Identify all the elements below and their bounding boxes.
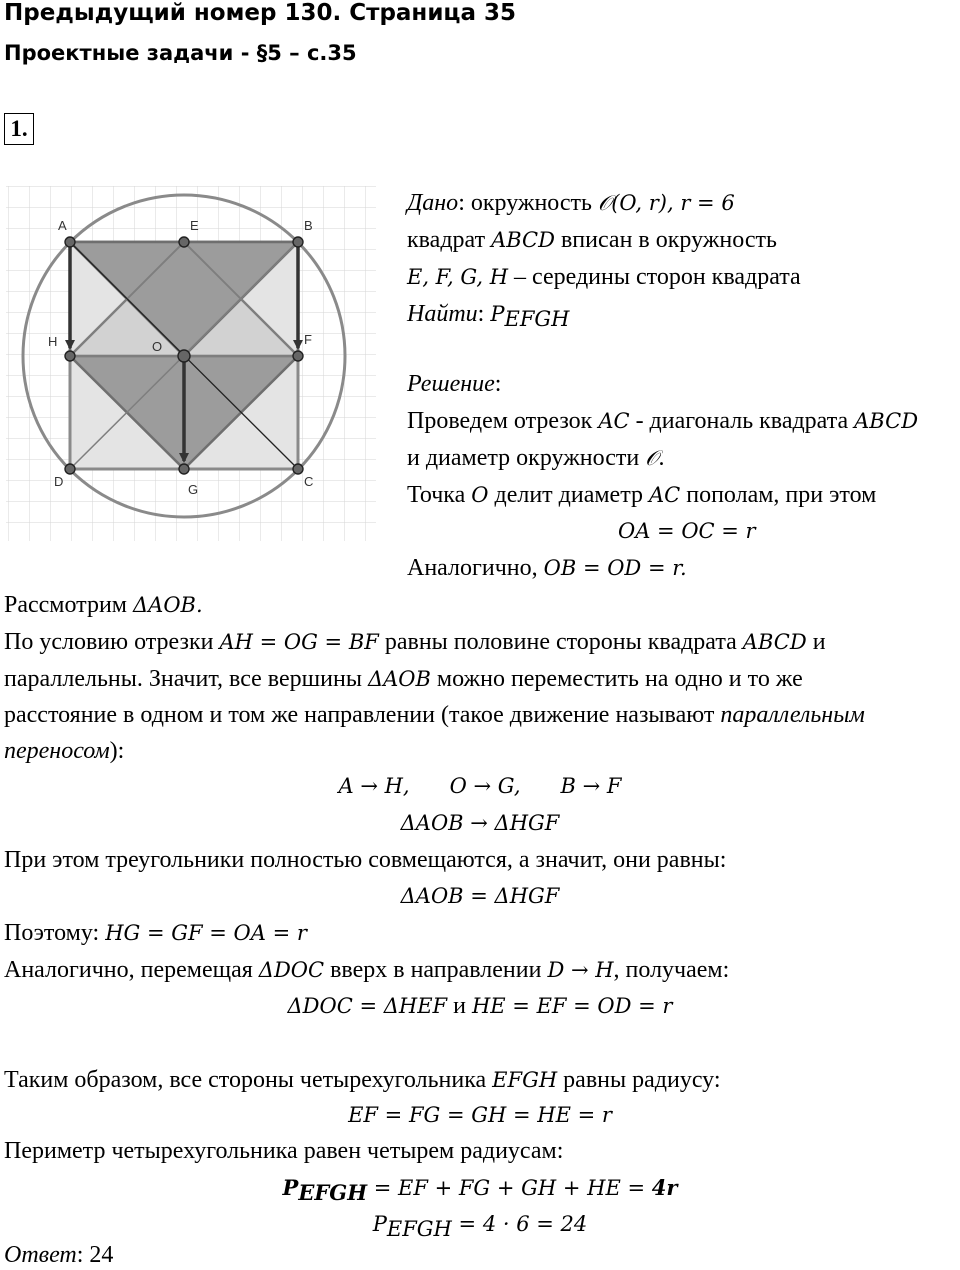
text: равны радиусу: xyxy=(557,1067,721,1093)
equation-congruent xyxy=(0,881,960,911)
text: Аналогично, перемещая xyxy=(4,957,259,983)
body-line-2 xyxy=(4,627,826,657)
body-line-7 xyxy=(4,918,307,948)
math: 𝒪 xyxy=(645,446,659,470)
task-number: 1. xyxy=(4,113,34,145)
solution-label: Решение: xyxy=(407,371,502,397)
point-a xyxy=(65,237,75,247)
label-f: F xyxy=(304,332,312,347)
body-line-3 xyxy=(4,664,803,694)
math: HE = EF = OD = r xyxy=(471,994,673,1018)
given-math: 𝒪(O, r), r = 6 xyxy=(598,191,735,215)
body-line-8 xyxy=(4,955,729,985)
given-text: вписан в окружность xyxy=(554,227,777,253)
text: вверх в направлении xyxy=(324,957,548,983)
given-line-2 xyxy=(407,225,777,255)
math-bold: 4r xyxy=(651,1175,678,1200)
equation-doc-hef xyxy=(0,991,960,1021)
italic-term: переносом xyxy=(4,738,110,764)
point-g xyxy=(179,464,189,474)
text: При этом треугольники полностью совмещаются, а значит, они равны: xyxy=(4,847,727,873)
body-line-6 xyxy=(4,845,726,875)
math: AH = OG = BF xyxy=(219,630,379,654)
math-sub: EFGH xyxy=(386,1217,452,1241)
point-c xyxy=(293,464,303,474)
math: ΔAOB = ΔHGF xyxy=(400,884,560,908)
math: ABCD xyxy=(854,409,919,433)
text: - диагональ квадрата xyxy=(629,408,855,434)
point-e xyxy=(179,237,189,247)
math: EF = FG = GH = HE = r xyxy=(348,1103,612,1127)
label-d: D xyxy=(54,474,64,489)
text: Точка xyxy=(407,482,472,508)
solution-line-5 xyxy=(407,553,687,583)
point-b xyxy=(293,237,303,247)
body-line-9 xyxy=(4,1065,721,1095)
math: D → H xyxy=(547,958,614,982)
math: ΔAOB. xyxy=(133,593,203,617)
answer-label: Ответ xyxy=(4,1242,77,1268)
text: Таким образом, все стороны четырехугольника xyxy=(4,1067,493,1093)
math: OB = OD = r. xyxy=(543,556,687,580)
text: можно переместить на одно и то же xyxy=(430,666,803,692)
point-h xyxy=(65,351,75,361)
given-line-1 xyxy=(407,188,735,218)
text: Периметр четырехугольника равен четырем радиусам: xyxy=(4,1138,564,1164)
math: O xyxy=(471,483,489,507)
find-math: P xyxy=(490,302,505,326)
given-text: – середины сторон квадрата xyxy=(508,264,801,290)
given-text: : окружность xyxy=(458,190,598,216)
label-h: H xyxy=(48,334,58,349)
answer-value: : 24 xyxy=(76,1242,114,1268)
math: OA = OC = r xyxy=(618,519,756,543)
label-c: C xyxy=(304,474,314,489)
label-g: G xyxy=(188,482,199,497)
solution-line-2: и диаметр окружности 𝒪. xyxy=(407,445,665,471)
solution-line-3 xyxy=(407,480,876,510)
given-line-3 xyxy=(407,262,801,292)
body-line-5 xyxy=(4,736,124,766)
body-line-10 xyxy=(4,1136,563,1166)
text: , получаем: xyxy=(613,957,730,983)
text: делит диаметр xyxy=(488,482,649,508)
italic-term: параллельным xyxy=(720,702,865,728)
find-line: Найти: $P_{EFGH}$ xyxy=(407,301,570,331)
point-d xyxy=(65,464,75,474)
solution-line-4 xyxy=(618,516,756,546)
geometry-figure xyxy=(0,180,380,550)
text: параллельны. Значит, все вершины xyxy=(4,666,368,692)
body-line-4 xyxy=(4,700,865,730)
text: равны половине стороны квадрата xyxy=(378,629,743,655)
label-o: O xyxy=(152,339,163,354)
text: Рассмотрим xyxy=(4,592,133,618)
equation-sides xyxy=(0,1100,960,1130)
text: Поэтому: xyxy=(4,920,106,946)
math-bold: P xyxy=(282,1175,299,1200)
section-subtitle: Проектные задачи - §5 – с.35 xyxy=(4,41,357,65)
given-text: квадрат xyxy=(407,227,492,253)
math: ABCD xyxy=(742,630,807,654)
text: и xyxy=(806,629,826,655)
math: A → H, O → G, B → F xyxy=(338,774,622,798)
math: ΔAOB → ΔHGF xyxy=(400,811,560,835)
label-e: E xyxy=(190,218,199,233)
find-sub: EFGH xyxy=(504,307,570,331)
solution-label-text: Решение xyxy=(407,371,495,397)
math: AC xyxy=(648,483,681,507)
text: По условию отрезки xyxy=(4,629,220,655)
math: HG = GF = OA = r xyxy=(105,921,307,945)
text: и диаметр окружности xyxy=(407,445,646,471)
given-label: Дано xyxy=(407,190,459,216)
given-math: E, F, G, H xyxy=(407,265,509,289)
math: EFGH xyxy=(492,1068,558,1092)
math: ΔDOC = ΔHEF xyxy=(287,994,448,1018)
given-math: ABCD xyxy=(491,228,555,252)
solution-line-1 xyxy=(407,406,918,436)
equation-mapping xyxy=(0,771,960,801)
text: расстояние в одном и том же направлении (такое движение называют xyxy=(4,702,721,728)
text: Проведем отрезок xyxy=(407,408,599,434)
point-f xyxy=(293,351,303,361)
page-title: Предыдущий номер 130. Страница 35 xyxy=(4,0,517,26)
math: P xyxy=(372,1212,387,1236)
point-o xyxy=(178,350,190,362)
find-label: Найти xyxy=(407,301,478,327)
label-a: A xyxy=(58,218,67,233)
math-bold-sub: EFGH xyxy=(298,1180,368,1205)
text: и xyxy=(447,993,472,1019)
equation-perimeter xyxy=(0,1173,960,1203)
math: ΔAOB xyxy=(367,667,431,691)
math: ΔDOC xyxy=(258,958,325,982)
label-b: B xyxy=(304,218,313,233)
equation-translation xyxy=(0,808,960,838)
math: = EF + FG + GH + HE = xyxy=(367,1176,652,1200)
answer-line xyxy=(4,1240,113,1270)
text: пополам, при этом xyxy=(680,482,877,508)
text: Аналогично, xyxy=(407,555,544,581)
equation-perimeter-value xyxy=(0,1209,960,1239)
math: AC xyxy=(598,409,630,433)
text: ): xyxy=(109,738,125,764)
body-line-1 xyxy=(4,590,203,620)
math: = 4 · 6 = 24 xyxy=(451,1212,588,1236)
